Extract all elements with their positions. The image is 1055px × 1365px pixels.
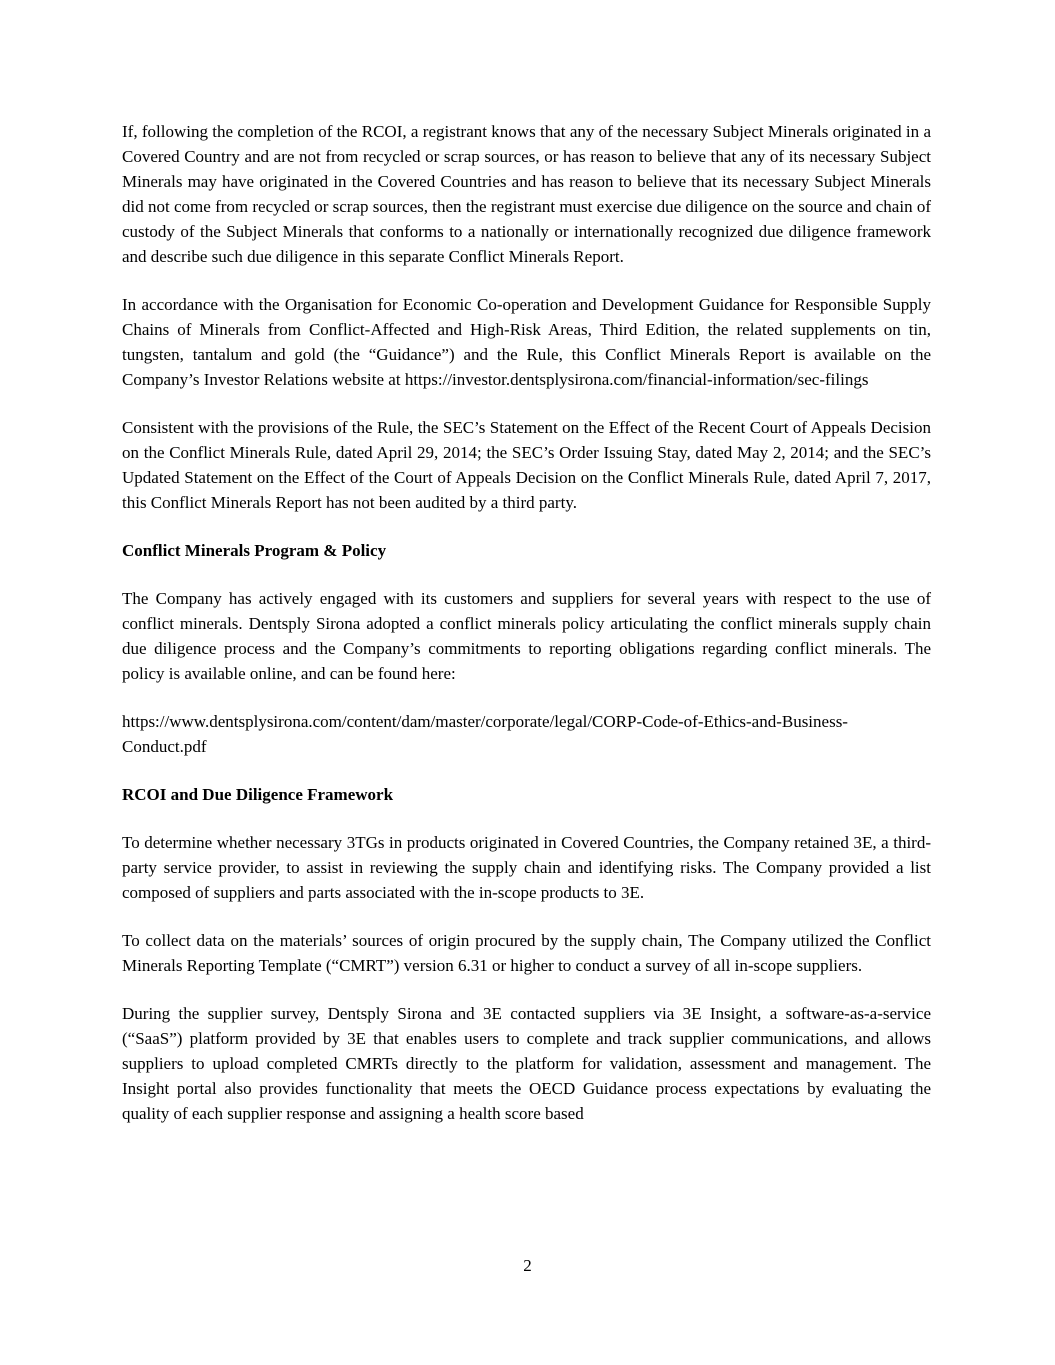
document-body	[122, 119, 931, 1149]
paragraph-company-engagement: The Company has actively engaged with its customers and suppliers for several years with respect to the use of conflict minerals. Dentsply Sirona adopted a conflict minerals policy articulating the conflict minerals supply chain due diligence process and the Company’s commitments to reporting obligations regarding conflict minerals. The policy is available online, and can be found here:	[122, 589, 931, 683]
paragraph-cmrt-survey: To collect data on the materials’ sources of origin procured by the supply chain, The Company utilized the Conflict Minerals Reporting Template (“CMRT”) version 6.31 or higher to conduct a survey of all in-scope suppliers.	[122, 931, 931, 975]
page-number: 2	[523, 1256, 532, 1275]
heading-rcoi-due-diligence-framework: RCOI and Due Diligence Framework	[122, 785, 394, 804]
paragraph-oecd-guidance: In accordance with the Organisation for Economic Co-operation and Development Guidance for Responsible Supply Chains of Minerals from Conflict-Affected and High-Risk Areas, Third Edition, the related supplements on tin, tungsten, tantalum and gold (the “Guidance”) and the Rule, this Conflict Minerals Report is available on the Company’s Investor Relations website at https://investor.dentsplysirona.com/financial-information/sec-filings	[122, 295, 931, 389]
paragraph-3e-insight-portal: During the supplier survey, Dentsply Sirona and 3E contacted suppliers via 3E Insight, a software-as-a-service (“SaaS”) platform provided by 3E that enables users to complete and track supplier communications, and allows suppliers to upload completed CMRTs directly to the platform for validation, assessment and management. The Insight portal also provides functionality that meets the OECD Guidance process expectations by evaluating the quality of each supplier response and assigning a health score based	[122, 1004, 931, 1123]
heading-conflict-minerals-program-policy: Conflict Minerals Program & Policy	[122, 541, 387, 560]
policy-url-text: https://www.dentsplysirona.com/content/dam/master/corporate/legal/CORP-Code-of-Ethics-and-Business-Conduct.pdf	[122, 712, 848, 756]
paragraph-rcoi-due-diligence: If, following the completion of the RCOI, a registrant knows that any of the necessary Subject Minerals originated in a Covered Country and are not from recycled or scrap sources, or has reason to believe that any of its necessary Subject Minerals may have originated in the Covered Countries and has reason to believe that its necessary Subject Minerals did not come from recycled or scrap sources, then the registrant must exercise due diligence on the source and chain of custody of the Subject Minerals that conforms to a nationally or internationally recognized due diligence framework and describe such due diligence in this separate Conflict Minerals Report.	[122, 122, 931, 266]
paragraph-sec-statements: Consistent with the provisions of the Rule, the SEC’s Statement on the Effect of the Recent Court of Appeals Decision on the Conflict Minerals Rule, dated April 29, 2014; the SEC’s Order Issuing Stay, dated May 2, 2014; and the SEC’s Updated Statement on the Effect of the Court of Appeals Decision on the Conflict Minerals Rule, dated April 7, 2017, this Conflict Minerals Report has not been audited by a third party.	[122, 418, 931, 512]
paragraph-3e-retained: To determine whether necessary 3TGs in products originated in Covered Countries, the Company retained 3E, a third-party service provider, to assist in reviewing the supply chain and identifying risks. The Company provided a list composed of suppliers and parts associated with the in-scope products to 3E.	[122, 833, 931, 902]
